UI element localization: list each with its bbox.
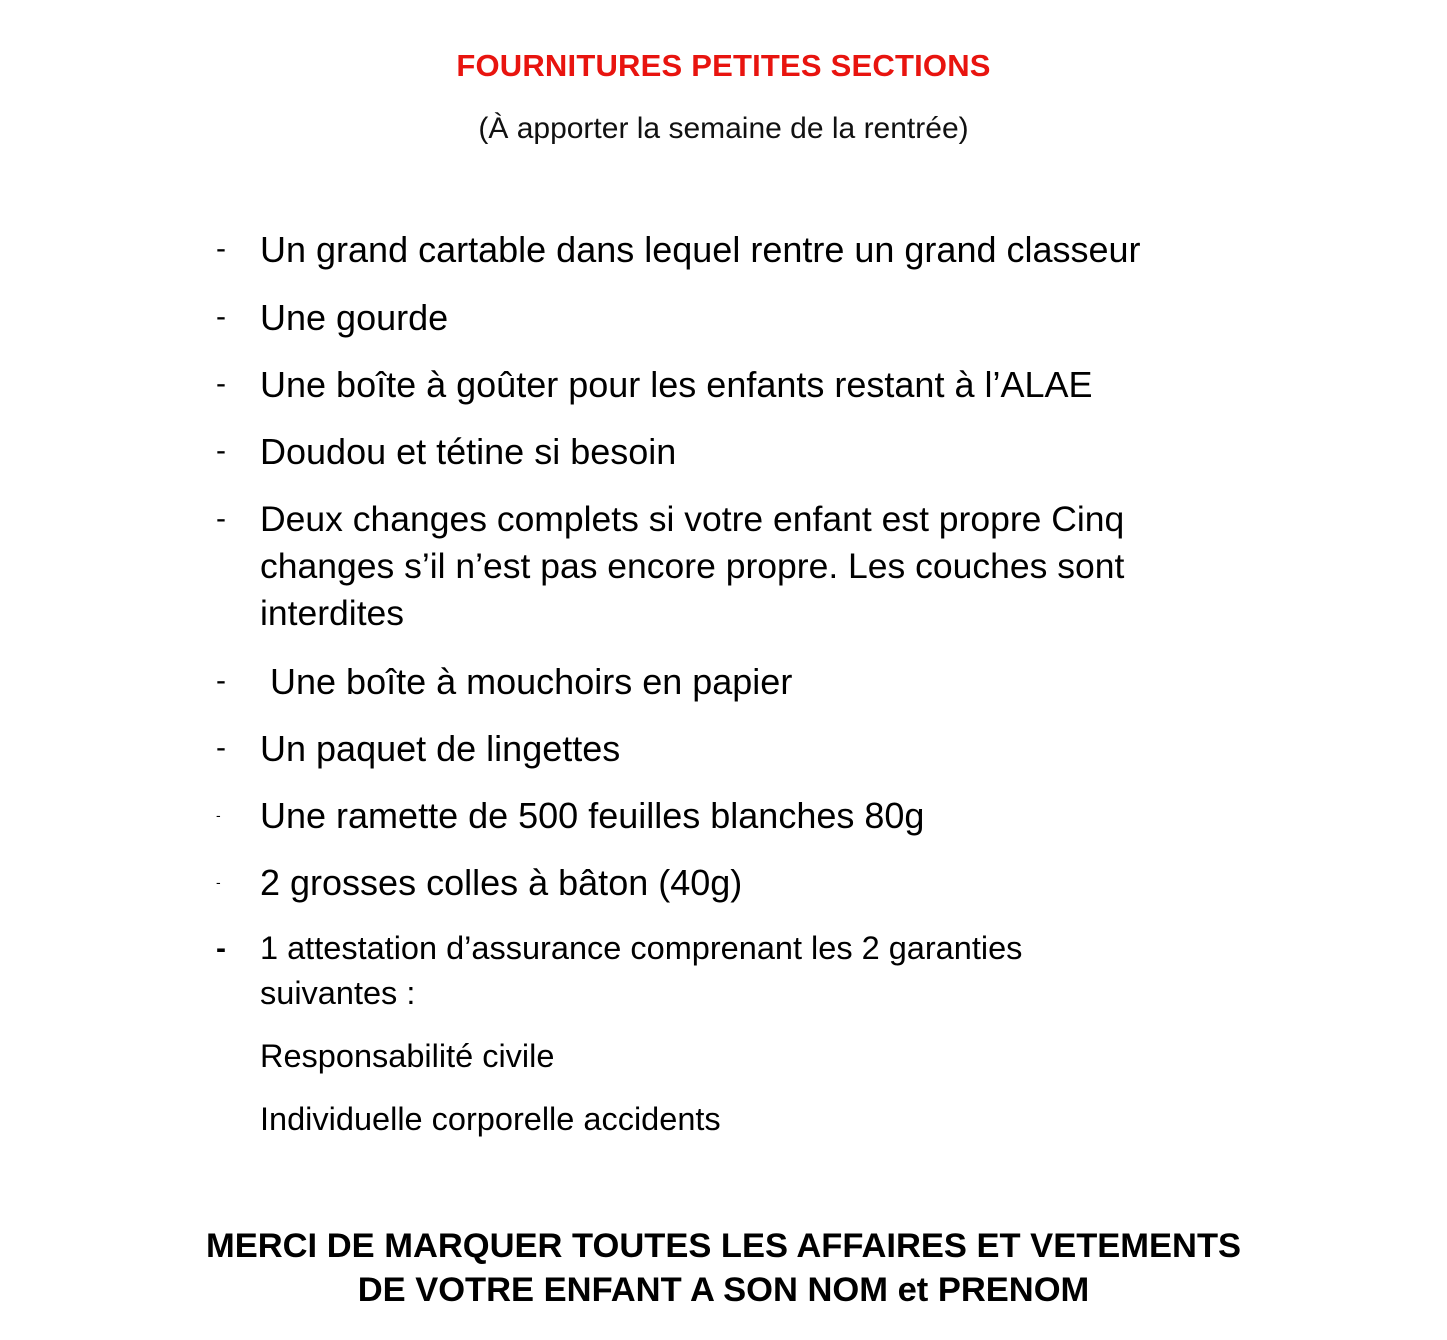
list-bullet: - [216,664,226,697]
list-item-text: 2 grosses colles à bâton (40g) [260,862,743,903]
guarantee-item: Responsabilité civile [260,1038,555,1074]
footer-line: DE VOTRE ENFANT A SON NOM et PRENOM [357,1271,1090,1309]
list-bullet: - [216,807,221,823]
list-item-text: 1 attestation d’assurance comprenant les 2 garanties suivantes : [260,930,1023,1011]
list-bullet: - [216,434,226,467]
list-item-text: Deux changes complets si votre enfant est propre Cinq changes s’il n’est pas encore propre. Les couches sont interdites [260,499,1125,633]
footer-notice [0,1224,1447,1312]
page-subtitle: (À apporter la semaine de la rentrée) [478,112,969,145]
guarantee-item: Individuelle corporelle accidents [260,1101,721,1137]
list-item-text: Une ramette de 500 feuilles blanches 80g [260,795,925,836]
list-bullet: - [216,300,226,333]
list-bullet: - [216,502,226,535]
footer-line: MERCI DE MARQUER TOUTES LES AFFAIRES ET VETEMENTS [205,1227,1242,1265]
list-bullet: - [216,367,226,400]
list-bullet: - [216,874,221,890]
list-item-text: Doudou et tétine si besoin [260,431,677,472]
list-item-text: Une gourde [260,297,449,338]
list-bullet: - [216,932,226,965]
list-bullet: - [216,731,226,764]
page-title: FOURNITURES PETITES SECTIONS [456,48,991,83]
list-item-text: Un grand cartable dans lequel rentre un grand classeur [260,229,1141,270]
list-item-text: Une boîte à goûter pour les enfants restant à l’ALAE [260,364,1093,405]
list-item-text: Une boîte à mouchoirs en papier [260,661,793,702]
list-item-text: Un paquet de lingettes [260,728,621,769]
list-bullet: - [216,232,226,265]
